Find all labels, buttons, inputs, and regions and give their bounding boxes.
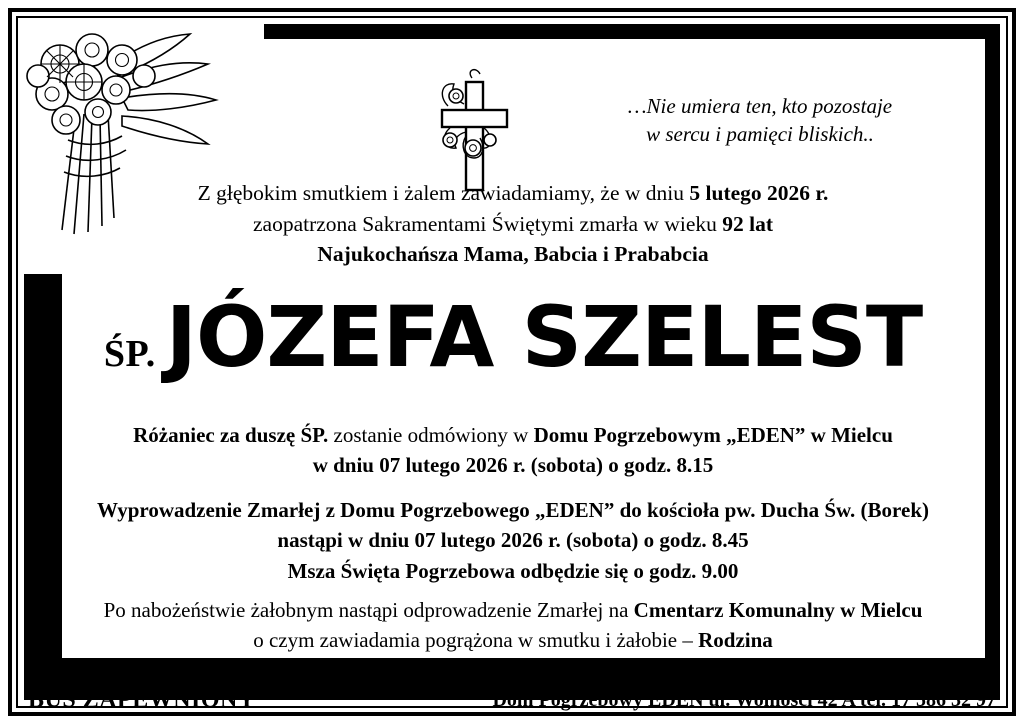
cemetery-name: Cmentarz Komunalny w Mielcu bbox=[633, 598, 923, 622]
rosary-line-1 bbox=[60, 420, 966, 450]
relationship-line: Najukochańsza Mama, Babcia i Prababcia bbox=[317, 242, 709, 267]
announcement-line-3 bbox=[90, 239, 936, 270]
rosary-info bbox=[60, 420, 966, 481]
procession-line-3 bbox=[60, 556, 966, 586]
announcement-line-1 bbox=[90, 178, 936, 209]
rosary-label: Różaniec za duszę ŚP. bbox=[133, 423, 329, 447]
rosary-line-1-mid: zostanie odmówiony w bbox=[328, 423, 534, 447]
notice-content bbox=[60, 40, 966, 660]
bus-notice: BUS ZAPEWNIONY bbox=[28, 687, 256, 713]
age-at-death: 92 lat bbox=[722, 211, 774, 236]
closing-line-2 bbox=[60, 625, 966, 655]
funeral-info bbox=[60, 495, 966, 586]
rosary-venue: Domu Pogrzebowym „EDEN” w Mielcu bbox=[533, 423, 893, 447]
closing-line-1 bbox=[60, 595, 966, 625]
cross-icon bbox=[420, 66, 530, 196]
motto bbox=[560, 92, 960, 149]
rosary-line-2 bbox=[60, 450, 966, 480]
closing-line-1-text: Po nabożeństwie żałobnym nastąpi odprowadzenie Zmarłej na bbox=[103, 598, 634, 622]
announcement bbox=[90, 178, 936, 270]
honorific: ŚP. bbox=[103, 333, 156, 375]
announcement-line-2-text: zaopatrzona Sakramentami Świętymi zmarła w wieku bbox=[252, 211, 723, 236]
motto-line-1: …Nie umiera ten, kto pozostaje bbox=[627, 94, 893, 118]
procession-line-2 bbox=[60, 525, 966, 555]
deceased-name: JÓZEFA SZELEST bbox=[165, 288, 923, 386]
deceased-name-row bbox=[60, 288, 966, 386]
procession-route: Wyprowadzenie Zmarłej z Domu Pogrzebowego „EDEN” do kościoła pw. Ducha Św. (Borek) bbox=[96, 498, 929, 522]
procession-line-1 bbox=[60, 495, 966, 525]
announcement-line-1-text: Z głębokim smutkiem i żalem zawiadamiamy, że w dniu bbox=[197, 181, 690, 205]
death-date: 5 lutego 2026 r. bbox=[689, 181, 829, 205]
rosary-datetime: w dniu 07 lutego 2026 r. (sobota) o godz. 8.15 bbox=[312, 453, 714, 478]
motto-line-2: w sercu i pamięci bliskich.. bbox=[646, 122, 874, 147]
funeral-home-contact: Dom Pogrzebowy EDEN ul. Wolności 42 A tel. 17 586 32 97 bbox=[492, 689, 996, 711]
closing-line-2-text: o czym zawiadamia pogrążona w smutku i żałobie – bbox=[253, 628, 699, 653]
mass-time: Msza Święta Pogrzebowa odbędzie się o godz. 9.00 bbox=[287, 558, 739, 583]
family-signature: Rodzina bbox=[698, 628, 773, 653]
procession-datetime: nastąpi w dniu 07 lutego 2026 r. (sobota) o godz. 8.45 bbox=[277, 528, 749, 553]
announcement-line-2 bbox=[90, 209, 936, 240]
closing-info bbox=[60, 595, 966, 656]
